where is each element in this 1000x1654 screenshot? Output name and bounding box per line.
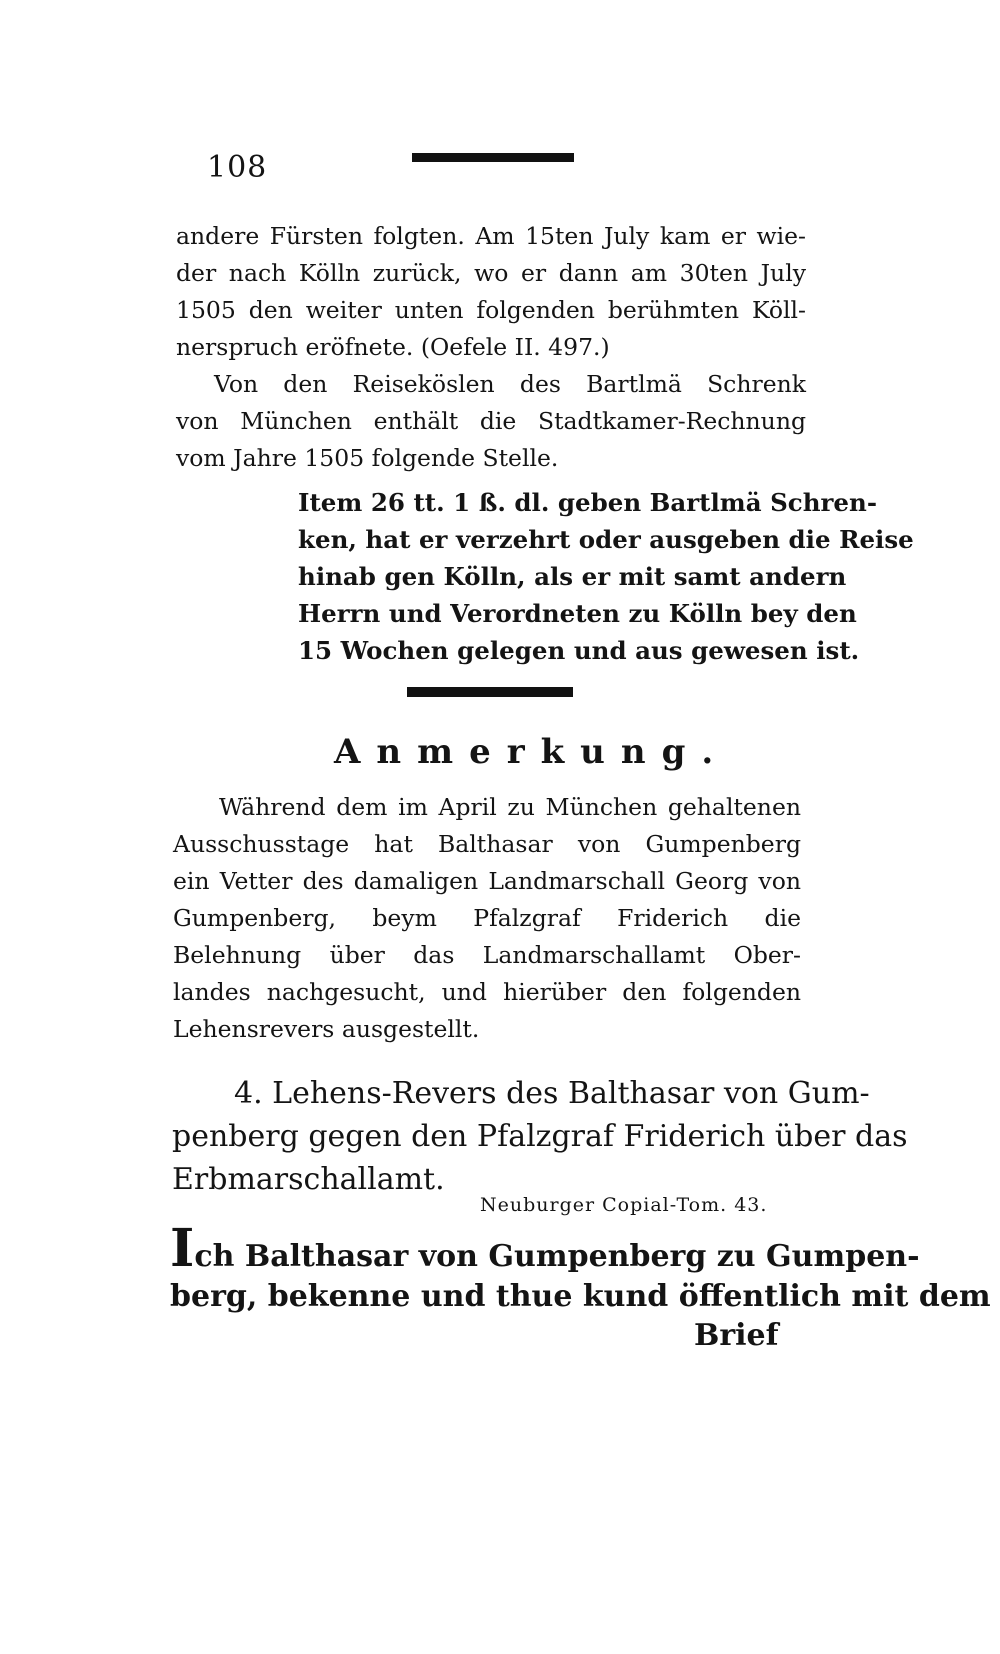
- quote-line: Item 26 tt. 1 ß. dl. geben Bartlmä Schren-: [298, 488, 878, 517]
- quote-line: Herrn und Verordneten zu Kölln bey den: [298, 599, 857, 628]
- paragraph-1: [176, 218, 806, 477]
- account-quote: [298, 484, 914, 669]
- text-line: Gumpenberg, beym Pfalzgraf Friderich die: [173, 904, 801, 932]
- text-line: vom Jahre 1505 folgende Stelle.: [176, 444, 559, 472]
- quote-line: ken, hat er verzehrt oder ausgeben die Reise: [298, 525, 914, 554]
- text-line: landes nachgesucht, und hierüber den folgenden: [173, 978, 801, 1006]
- text-line: nerspruch eröfnete. (Oefele II. 497.): [176, 333, 610, 361]
- title-line: Erbmarschallamt.: [172, 1162, 445, 1197]
- text-line: Belehnung über das Landmarschallamt Ober-: [173, 941, 801, 969]
- title-line: 4. Lehens-Revers des Balthasar von Gum-: [234, 1076, 870, 1111]
- source-reference: Neuburger Copial-Tom. 43.: [480, 1194, 768, 1216]
- text-line: Ausschusstage hat Balthasar von Gumpenberg: [173, 830, 801, 858]
- drop-cap: I: [170, 1218, 195, 1279]
- quote-line: hinab gen Kölln, als er mit samt andern: [298, 562, 847, 591]
- title-line: penberg gegen den Pfalzgraf Friderich über das: [172, 1119, 908, 1154]
- text-line: von München enthält die Stadtkamer-Rechnung: [176, 407, 806, 435]
- text-line: 1505 den weiter unten folgenden berühmten Köll-: [176, 296, 806, 324]
- note-heading: Anmerkung.: [334, 732, 730, 772]
- top-rule: [412, 153, 574, 162]
- section-title: [172, 1072, 908, 1201]
- text-line: Von den Reiseköslen des Bartlmä Schrenk: [214, 370, 806, 398]
- text-line: ein Vetter des damaligen Landmarschall Georg von: [173, 867, 801, 895]
- text-line: Lehensrevers ausgestellt.: [173, 1015, 480, 1043]
- document-line-1-text: ch Balthasar von Gumpenberg zu Gumpen-: [194, 1239, 920, 1274]
- text-line: andere Fürsten folgten. Am 15ten July kam er wie-: [176, 222, 806, 250]
- page-number: 108: [207, 150, 268, 185]
- section-rule: [407, 687, 573, 697]
- document-text: [170, 1218, 991, 1321]
- text-line: Während dem im April zu München gehaltenen: [219, 793, 801, 821]
- text-line: der nach Kölln zurück, wo er dann am 30ten July: [176, 259, 806, 287]
- document-line-2: berg, bekenne und thue kund öffentlich mit dem: [170, 1279, 991, 1314]
- paragraph-2: [173, 789, 801, 1048]
- document-line-1: [170, 1218, 920, 1279]
- quote-line: 15 Wochen gelegen und aus gewesen ist.: [298, 636, 860, 665]
- catchword: Brief: [694, 1318, 779, 1353]
